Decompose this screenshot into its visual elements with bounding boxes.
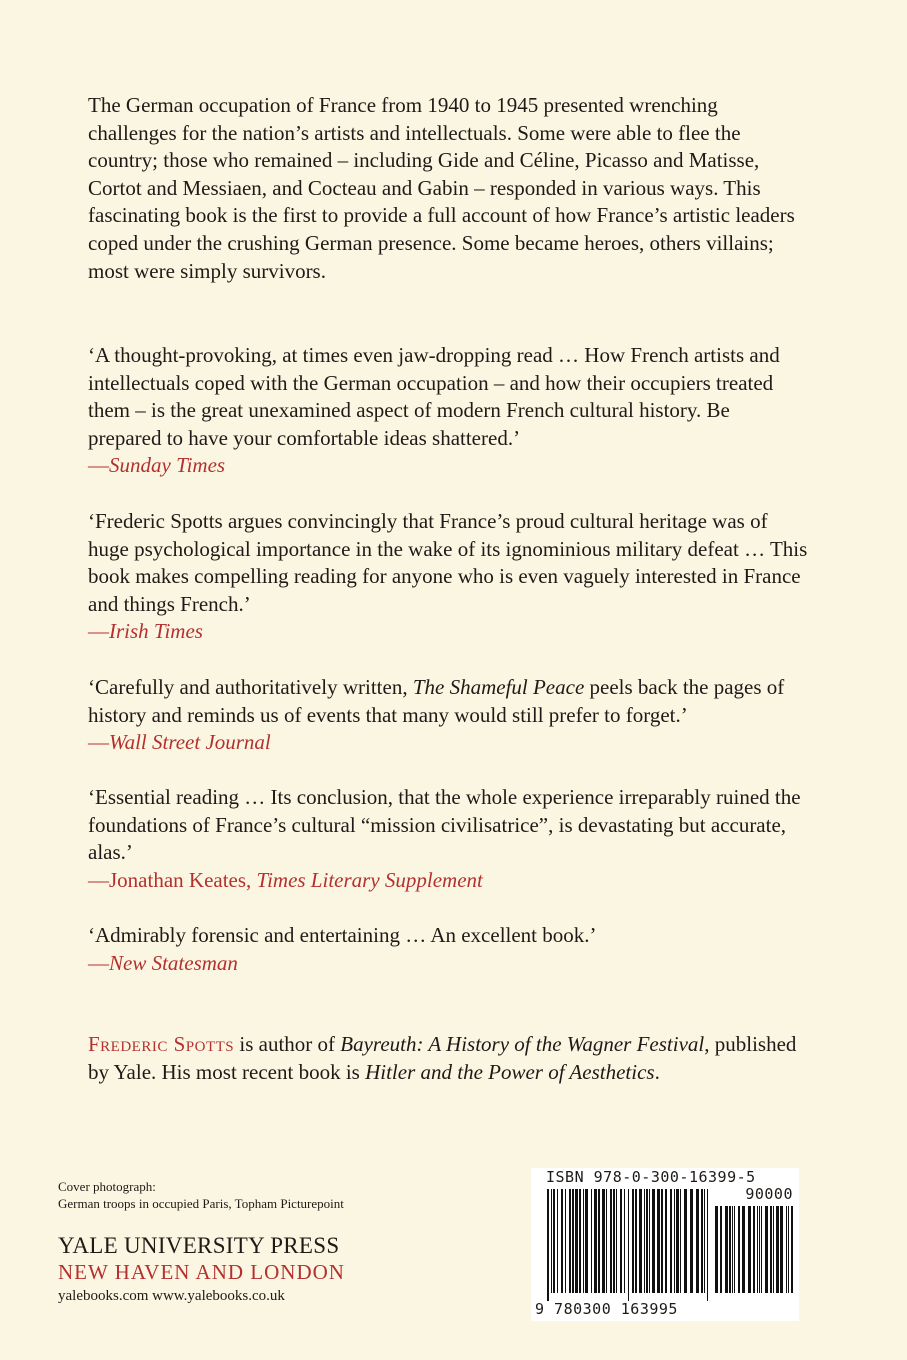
author-bio: Frederic Spotts is author of Bayreuth: A History of the Wagner Festival, published by Yale. His most recent book is Hitler and the Power of Aesthetics.	[88, 1032, 797, 1084]
barcode-main-icon	[547, 1189, 711, 1301]
review-sunday-times	[88, 342, 808, 480]
barcode-digits: 9 780300 163995	[535, 1300, 678, 1318]
review-quote: ‘Essential reading … Its conclusion, that the whole experience irreparably ruined the foundations of France’s cultural “mission civilisatrice”, is devastating but accurate, alas.’	[88, 785, 801, 865]
review-source: —Sunday Times	[88, 453, 226, 478]
review-quote: ‘Admirably forensic and entertaining … An excellent book.’	[88, 923, 597, 947]
review-quote: ‘Frederic Spotts argues convincingly that France’s proud cultural heritage was of huge psychological importance in the wake of its ignominious military defeat … This book makes compelling reading for anyone who is even vaguely interested in France and things French.’	[88, 509, 808, 616]
review-quote: ‘A thought-provoking, at times even jaw-dropping read … How French artists and intellectuals coped with the German occupation – and how their occupiers treated them – is the great unexamined aspect of modern French cultural history. Be prepared to have your comfortable ideas shattered.’	[88, 343, 780, 450]
book-title: Bayreuth: A History of the Wagner Festival	[340, 1032, 705, 1056]
cover-photo-credit	[58, 1178, 344, 1212]
book-title: Hitler and the Power of Aesthetics	[365, 1060, 655, 1084]
review-quote: ‘Carefully and authoritatively written, The Shameful Peace peels back the pages of history and reminds us of events that many would still prefer to forget.’	[88, 675, 785, 727]
review-source: —Wall Street Journal	[88, 730, 271, 755]
publisher-place: NEW HAVEN AND LONDON	[58, 1260, 345, 1284]
barcode-addon-icon	[715, 1206, 793, 1301]
review-source: —Irish Times	[88, 619, 203, 644]
review-source: —New Statesman	[88, 950, 238, 975]
publisher-websites: yalebooks.com www.yalebooks.co.uk	[58, 1288, 285, 1304]
isbn-text: ISBN 978-0-300-16399-5	[546, 1168, 756, 1186]
review-times-literary-supplement	[88, 784, 808, 894]
review-new-statesman	[88, 922, 808, 977]
review-wall-street-journal	[88, 674, 808, 757]
credit-label: Cover photograph:	[58, 1179, 156, 1194]
publisher-name: YALE UNIVERSITY PRESS	[58, 1233, 340, 1258]
credit-text: German troops in occupied Paris, Topham Picturepoint	[58, 1196, 344, 1211]
price-code: 90000	[745, 1185, 793, 1203]
book-title: The Shameful Peace	[412, 675, 585, 699]
isbn-barcode	[531, 1168, 799, 1321]
publisher-block	[58, 1232, 345, 1307]
book-description: The German occupation of France from 1940 to 1945 presented wrenching challenges for the nation’s artists and intellectuals. Some were able to flee the country; those who remained – including Gide and Céline, Picasso and Matisse, Cortot and Messiaen, and Cocteau and Gabin – responded in various ways. This fascinating book is the first to provide a full account of how France’s artistic leaders coped under the crushing German presence. Some became heroes, others villains; most were simply survivors.	[88, 93, 795, 283]
author-name: Frederic Spotts	[88, 1032, 235, 1056]
review-source: —Jonathan Keates, Times Literary Supplement	[88, 867, 483, 892]
review-irish-times	[88, 508, 808, 646]
